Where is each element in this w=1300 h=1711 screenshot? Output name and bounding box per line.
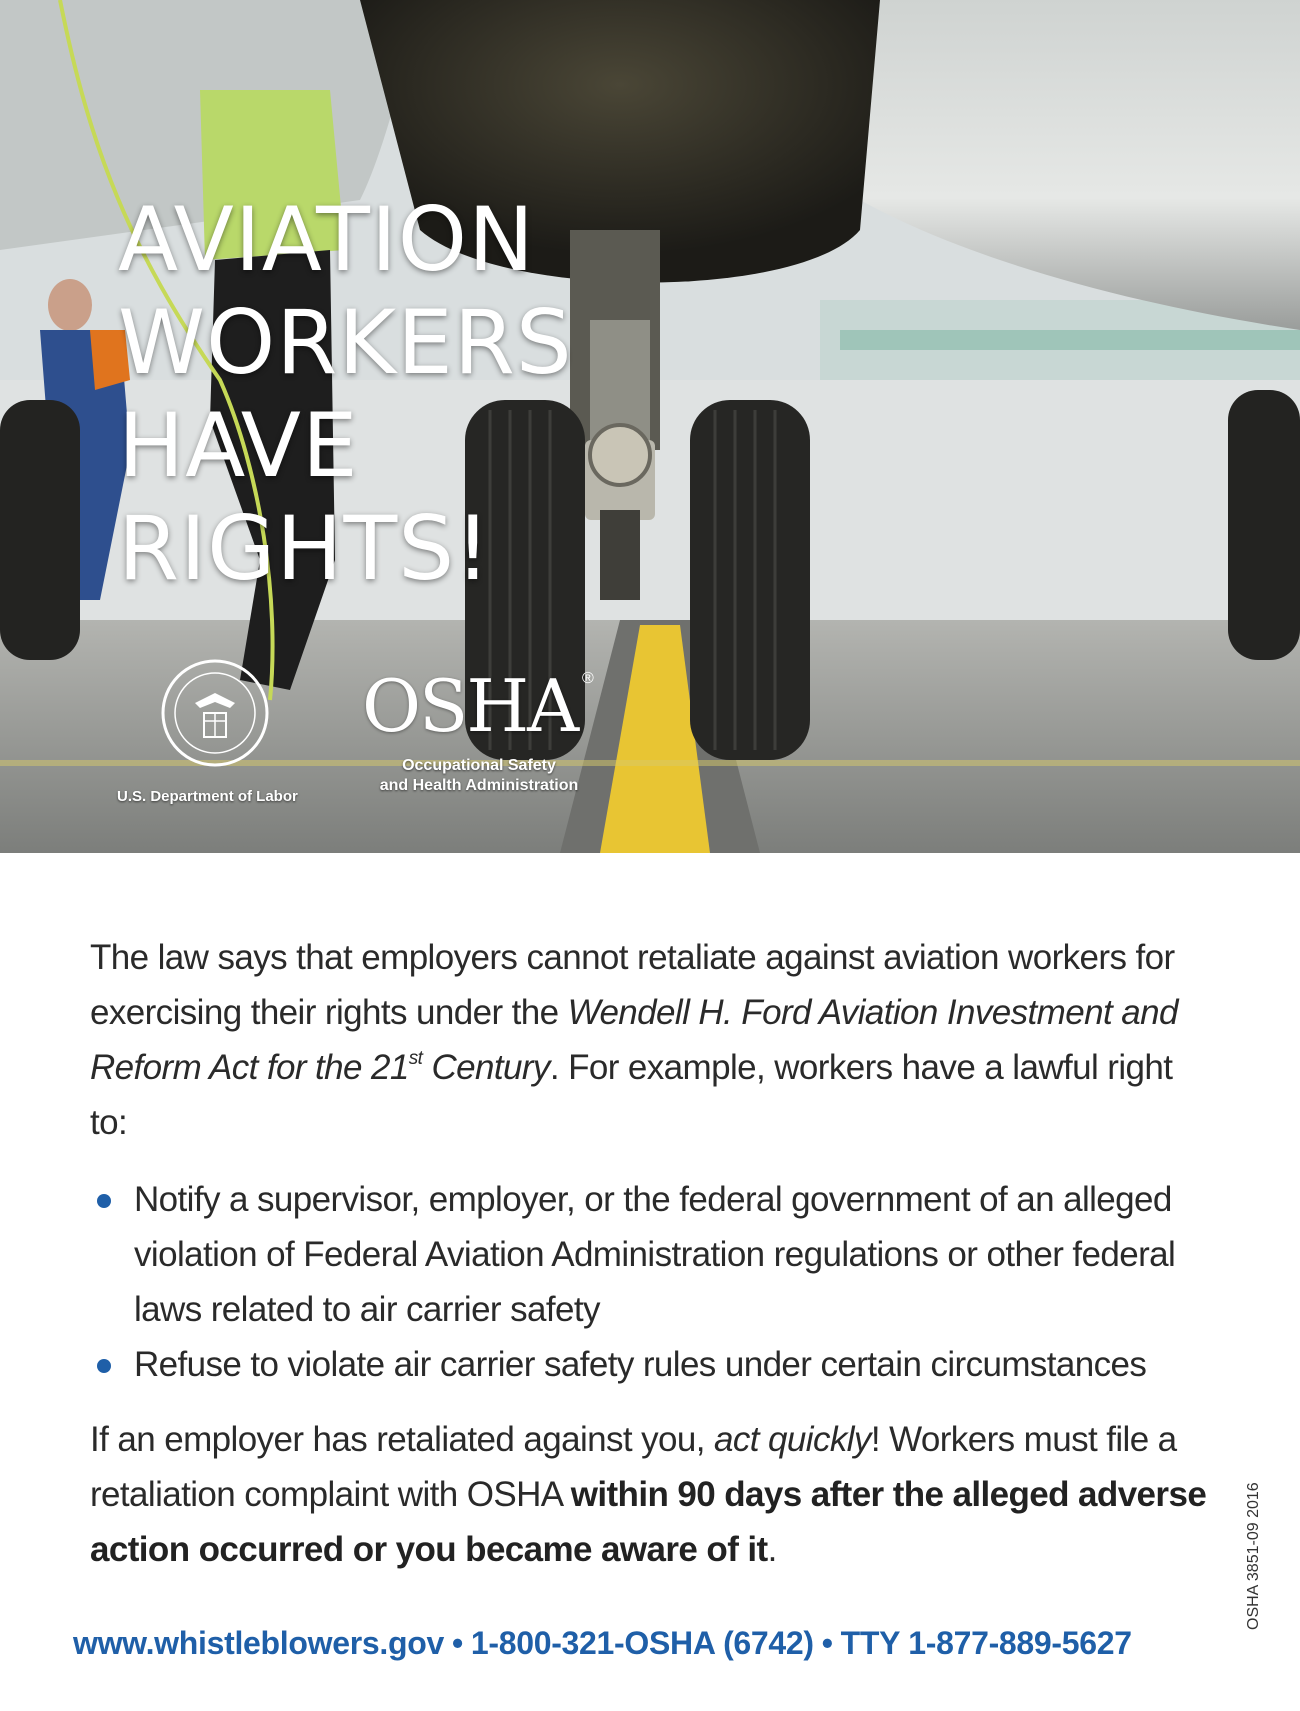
act-superscript: st bbox=[408, 1048, 423, 1069]
body-copy bbox=[90, 930, 1210, 1577]
osha-tagline bbox=[344, 756, 614, 796]
tty-number[interactable]: TTY 1-877-889-5627 bbox=[840, 1625, 1132, 1661]
deadline-notice: within 90 days after the alleged adverse action occurred or you became aware of it bbox=[90, 1475, 1207, 1569]
headline-line: AVIATION bbox=[118, 188, 535, 291]
closing-end: . bbox=[767, 1530, 777, 1569]
intro-tail: . For example, workers have a lawful right to: bbox=[90, 1048, 1173, 1142]
osha-tagline-line: Occupational Safety bbox=[402, 757, 556, 774]
contact-footer bbox=[73, 1625, 1223, 1662]
list-item: Notify a supervisor, employer, or the federal government of an alleged violation of Federal Aviation Administration regulations or other federal laws related to air carrier safety bbox=[90, 1172, 1210, 1337]
closing-lead: If an employer has retaliated against you, bbox=[90, 1420, 715, 1459]
osha-logo: OSHA bbox=[362, 664, 578, 748]
osha-tagline-line: and Health Administration bbox=[379, 777, 579, 794]
hero-image bbox=[0, 0, 1300, 853]
act-name-end: Century bbox=[422, 1048, 550, 1087]
headline-line: WORKERS bbox=[118, 291, 573, 394]
registered-mark: ® bbox=[582, 670, 594, 687]
intro-lead: The law says that employers cannot retaliate against aviation workers for exercising their rights under the bbox=[90, 938, 1175, 1032]
closing-mid: ! Workers must file a retaliation complaint with OSHA bbox=[90, 1420, 1177, 1514]
list-item: Refuse to violate air carrier safety rules under certain circumstances bbox=[90, 1337, 1210, 1392]
separator: • bbox=[451, 1625, 463, 1661]
website-link[interactable]: www.whistleblowers.gov bbox=[73, 1625, 444, 1661]
act-name-text: Wendell H. Ford Aviation Investment and Reform Act for the 21 bbox=[90, 993, 1178, 1087]
publication-number: OSHA 3851-09 2016 bbox=[1245, 1482, 1262, 1630]
separator: • bbox=[821, 1625, 833, 1661]
closing-paragraph bbox=[90, 1412, 1210, 1577]
dol-label: U.S. Department of Labor bbox=[117, 788, 298, 805]
closing-emphasis: act quickly bbox=[714, 1420, 871, 1459]
headline-line: RIGHTS! bbox=[118, 497, 492, 600]
headline bbox=[118, 188, 573, 600]
headline-line: HAVE bbox=[118, 394, 359, 497]
intro-paragraph bbox=[90, 930, 1210, 1150]
rights-list bbox=[90, 1172, 1210, 1392]
dol-seal-logo bbox=[160, 658, 270, 768]
phone-number[interactable]: 1-800-321-OSHA (6742) bbox=[470, 1625, 814, 1661]
